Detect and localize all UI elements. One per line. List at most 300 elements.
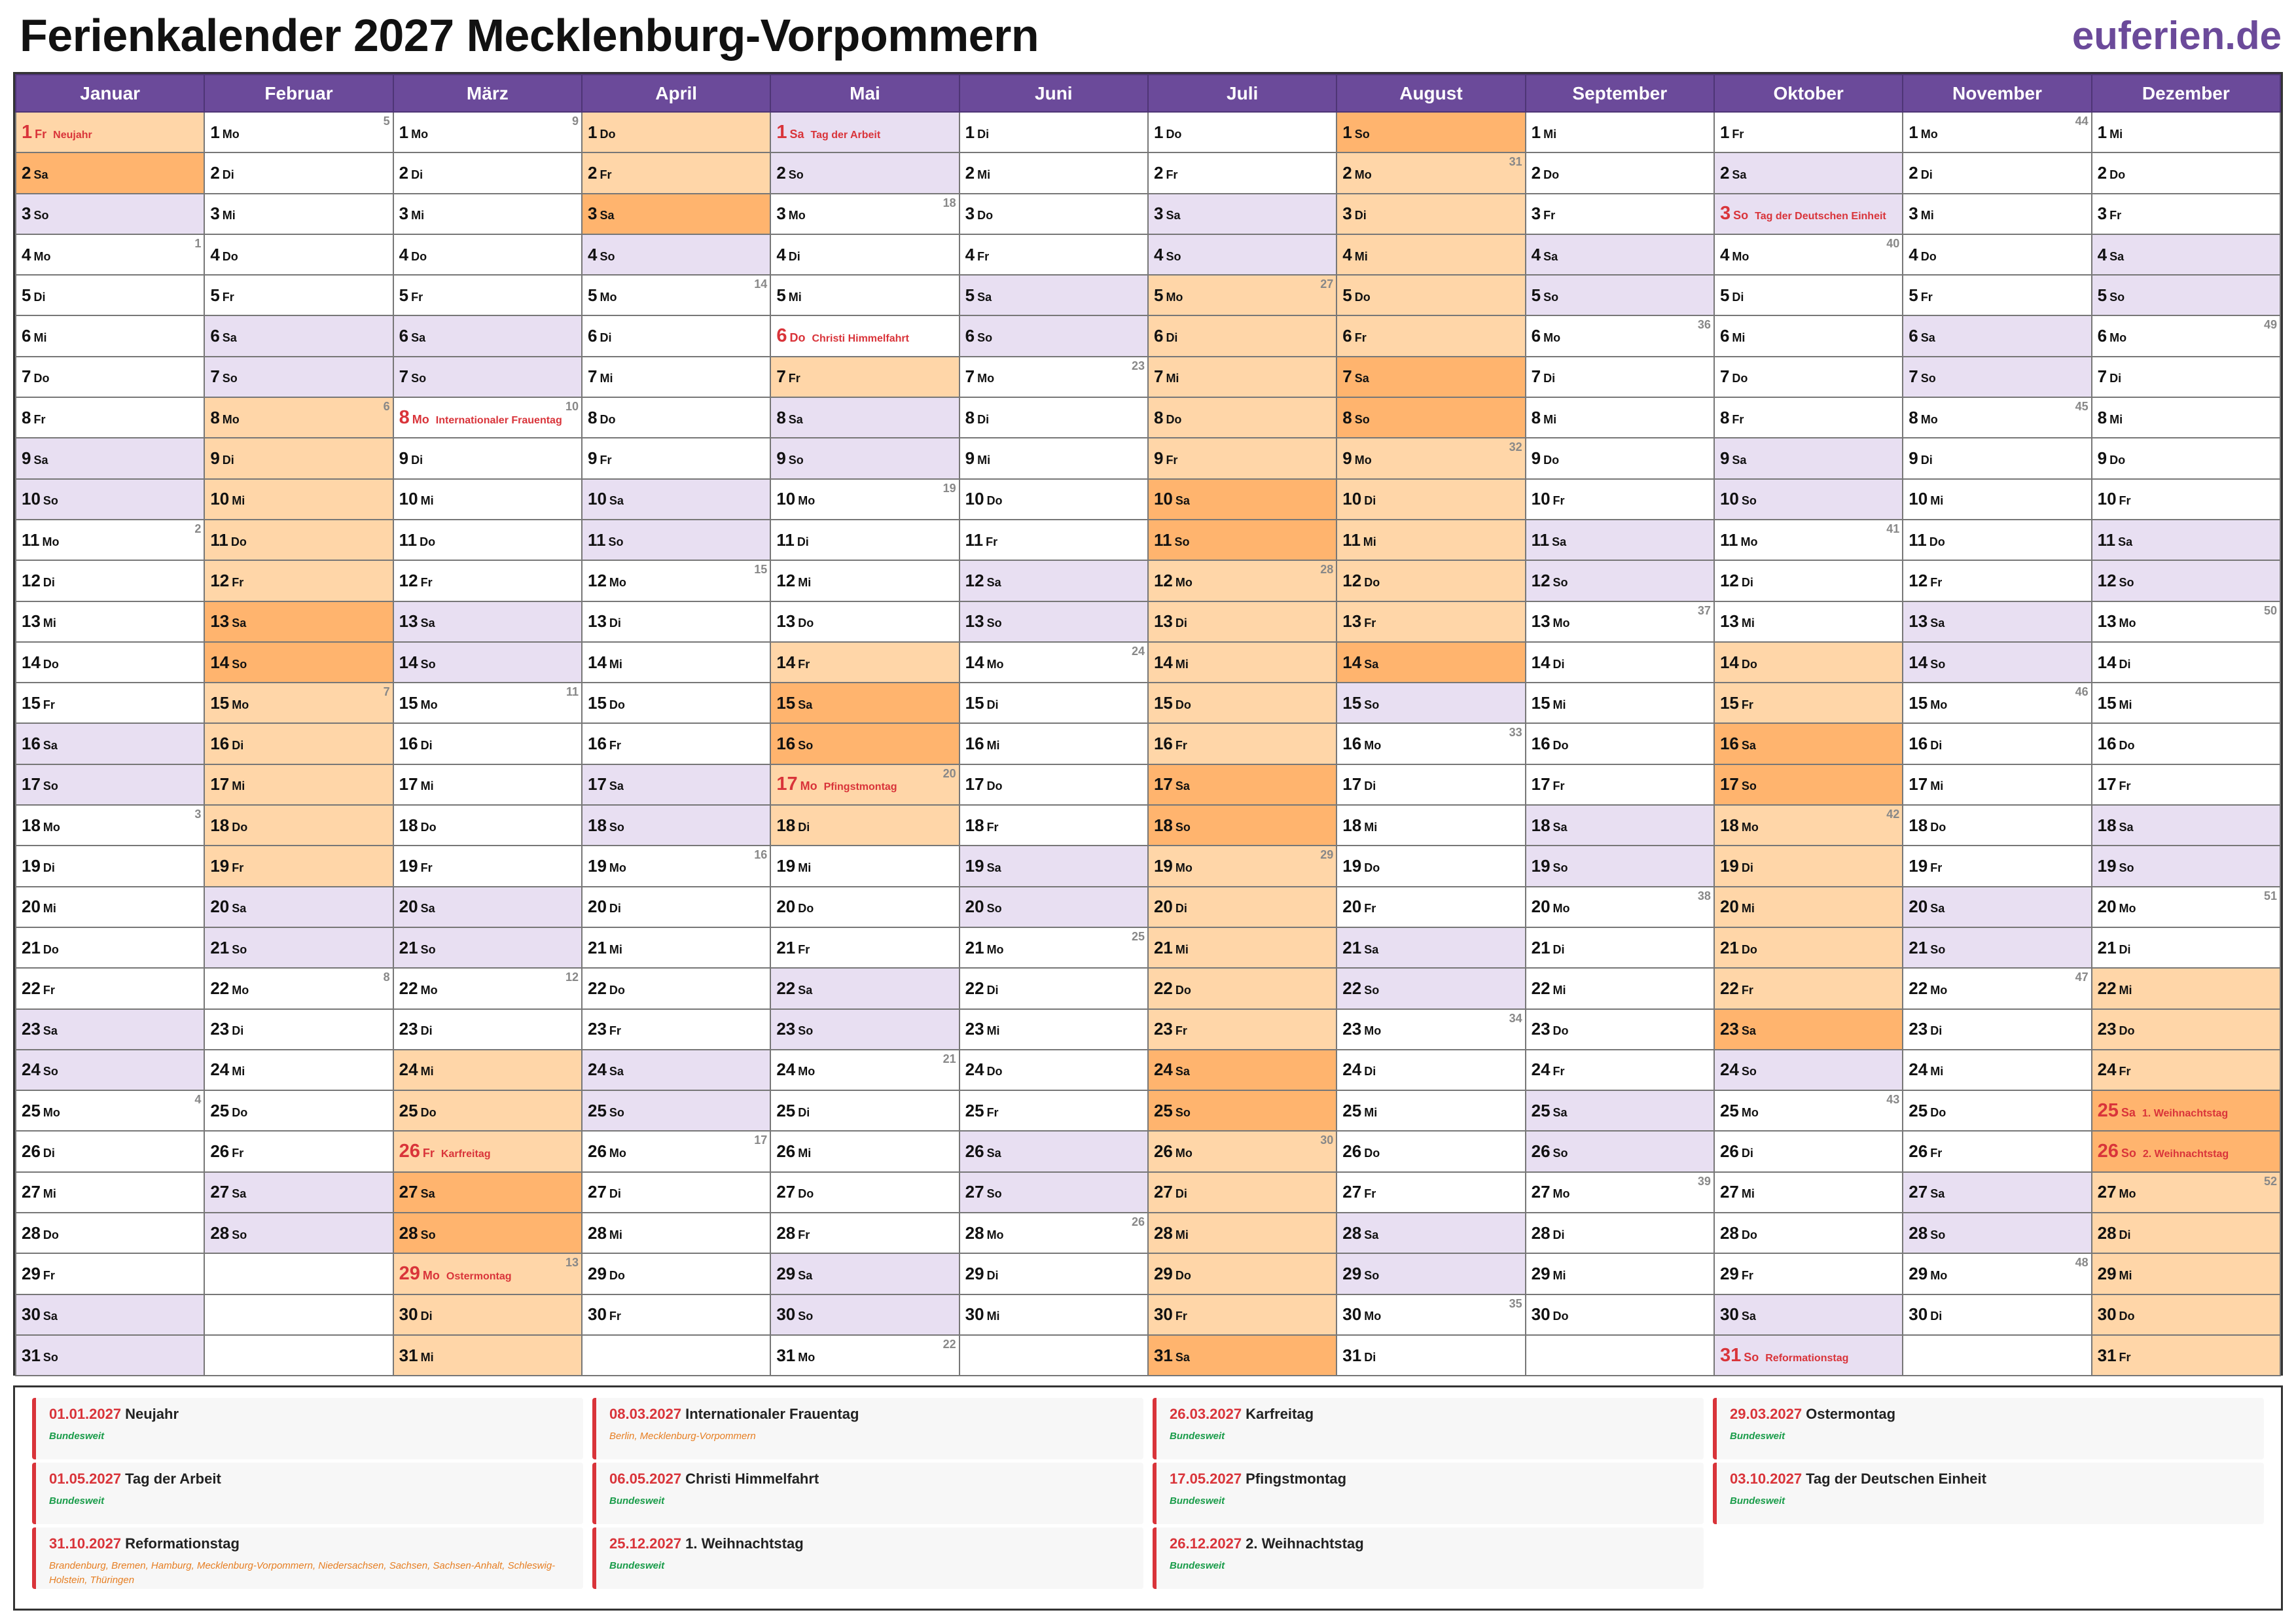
day-cell[interactable] xyxy=(1526,357,1714,397)
day-cell[interactable] xyxy=(1148,1294,1336,1335)
day-cell[interactable] xyxy=(582,194,770,234)
day-cell[interactable] xyxy=(1903,275,2091,315)
day-cell[interactable] xyxy=(1526,1090,1714,1131)
day-cell[interactable] xyxy=(1526,846,1714,886)
day-cell[interactable] xyxy=(1526,764,1714,805)
day-cell[interactable] xyxy=(393,1294,582,1335)
day-cell[interactable] xyxy=(204,397,393,438)
day-cell[interactable] xyxy=(1526,152,1714,193)
day-cell[interactable] xyxy=(960,112,1148,152)
day-cell[interactable] xyxy=(960,275,1148,315)
day-cell[interactable] xyxy=(1336,1172,1525,1213)
day-cell[interactable] xyxy=(16,805,204,846)
day-cell[interactable] xyxy=(582,1172,770,1213)
day-cell[interactable] xyxy=(770,805,959,846)
day-cell[interactable] xyxy=(1148,968,1336,1008)
day-cell[interactable] xyxy=(204,683,393,723)
day-cell[interactable] xyxy=(1336,927,1525,968)
day-cell[interactable] xyxy=(1714,234,1903,275)
day-cell[interactable] xyxy=(16,560,204,601)
day-cell[interactable] xyxy=(1526,1253,1714,1294)
day-cell[interactable] xyxy=(1336,560,1525,601)
day-cell[interactable] xyxy=(393,1172,582,1213)
day-cell[interactable] xyxy=(16,479,204,520)
day-cell[interactable] xyxy=(960,642,1148,683)
day-cell[interactable] xyxy=(1903,927,2091,968)
day-cell[interactable] xyxy=(204,764,393,805)
day-cell[interactable] xyxy=(960,1253,1148,1294)
day-cell[interactable] xyxy=(582,1294,770,1335)
day-cell[interactable] xyxy=(393,1050,582,1090)
day-cell[interactable] xyxy=(582,112,770,152)
day-cell[interactable] xyxy=(1714,1050,1903,1090)
day-cell[interactable] xyxy=(393,112,582,152)
day-cell[interactable] xyxy=(2092,683,2280,723)
day-cell[interactable] xyxy=(770,357,959,397)
day-cell[interactable] xyxy=(1336,520,1525,560)
day-cell[interactable] xyxy=(582,1213,770,1253)
day-cell[interactable] xyxy=(16,397,204,438)
day-cell[interactable] xyxy=(770,112,959,152)
day-cell[interactable] xyxy=(1336,683,1525,723)
day-cell[interactable] xyxy=(16,1090,204,1131)
day-cell[interactable] xyxy=(1903,152,2091,193)
day-cell[interactable] xyxy=(1903,764,2091,805)
day-cell[interactable] xyxy=(2092,764,2280,805)
day-cell[interactable] xyxy=(1714,1131,1903,1171)
day-cell[interactable] xyxy=(2092,1009,2280,1050)
day-cell[interactable] xyxy=(1148,152,1336,193)
day-cell[interactable] xyxy=(1336,887,1525,927)
day-cell[interactable] xyxy=(1336,275,1525,315)
day-cell[interactable] xyxy=(960,805,1148,846)
day-cell[interactable] xyxy=(1148,315,1336,356)
day-cell[interactable] xyxy=(204,357,393,397)
day-cell[interactable] xyxy=(1526,805,1714,846)
day-cell[interactable] xyxy=(2092,805,2280,846)
day-cell[interactable] xyxy=(582,601,770,642)
day-cell[interactable] xyxy=(1148,683,1336,723)
day-cell[interactable] xyxy=(1714,1090,1903,1131)
day-cell[interactable] xyxy=(16,1253,204,1294)
day-cell[interactable] xyxy=(393,438,582,478)
day-cell[interactable] xyxy=(2092,1213,2280,1253)
day-cell[interactable] xyxy=(2092,723,2280,764)
day-cell[interactable] xyxy=(770,560,959,601)
day-cell[interactable] xyxy=(204,968,393,1008)
day-cell[interactable] xyxy=(16,887,204,927)
day-cell[interactable] xyxy=(1526,1050,1714,1090)
day-cell[interactable] xyxy=(16,152,204,193)
day-cell[interactable] xyxy=(393,560,582,601)
day-cell[interactable] xyxy=(1148,1090,1336,1131)
day-cell[interactable] xyxy=(960,601,1148,642)
day-cell[interactable] xyxy=(1903,601,2091,642)
day-cell[interactable] xyxy=(582,968,770,1008)
day-cell[interactable] xyxy=(960,968,1148,1008)
day-cell[interactable] xyxy=(393,152,582,193)
day-cell[interactable] xyxy=(960,1131,1148,1171)
day-cell[interactable] xyxy=(582,642,770,683)
day-cell[interactable] xyxy=(582,1253,770,1294)
day-cell[interactable] xyxy=(204,927,393,968)
day-cell[interactable] xyxy=(2092,601,2280,642)
day-cell[interactable] xyxy=(770,479,959,520)
day-cell[interactable] xyxy=(770,1172,959,1213)
day-cell[interactable] xyxy=(1526,968,1714,1008)
day-cell[interactable] xyxy=(1714,723,1903,764)
day-cell[interactable] xyxy=(2092,927,2280,968)
day-cell[interactable] xyxy=(582,683,770,723)
day-cell[interactable] xyxy=(1148,1009,1336,1050)
day-cell[interactable] xyxy=(1526,642,1714,683)
day-cell[interactable] xyxy=(1903,1172,2091,1213)
day-cell[interactable] xyxy=(1903,1294,2091,1335)
day-cell[interactable] xyxy=(960,846,1148,886)
day-cell[interactable] xyxy=(1336,234,1525,275)
day-cell[interactable] xyxy=(393,275,582,315)
day-cell[interactable] xyxy=(16,1294,204,1335)
day-cell[interactable] xyxy=(960,397,1148,438)
day-cell[interactable] xyxy=(1148,520,1336,560)
day-cell[interactable] xyxy=(582,560,770,601)
day-cell[interactable] xyxy=(770,397,959,438)
day-cell[interactable] xyxy=(2092,357,2280,397)
day-cell[interactable] xyxy=(770,683,959,723)
day-cell[interactable] xyxy=(960,887,1148,927)
day-cell[interactable] xyxy=(1336,112,1525,152)
day-cell[interactable] xyxy=(1903,315,2091,356)
day-cell[interactable] xyxy=(393,315,582,356)
day-cell[interactable] xyxy=(1714,1213,1903,1253)
day-cell[interactable] xyxy=(770,927,959,968)
day-cell[interactable] xyxy=(16,1172,204,1213)
day-cell[interactable] xyxy=(1148,438,1336,478)
day-cell[interactable] xyxy=(1526,887,1714,927)
day-cell[interactable] xyxy=(393,520,582,560)
day-cell[interactable] xyxy=(582,723,770,764)
day-cell[interactable] xyxy=(393,397,582,438)
day-cell[interactable] xyxy=(1148,112,1336,152)
day-cell[interactable] xyxy=(1148,479,1336,520)
day-cell[interactable] xyxy=(582,438,770,478)
day-cell[interactable] xyxy=(1148,846,1336,886)
day-cell[interactable] xyxy=(1336,1253,1525,1294)
day-cell[interactable] xyxy=(16,1335,204,1376)
day-cell[interactable] xyxy=(393,683,582,723)
day-cell[interactable] xyxy=(770,642,959,683)
day-cell[interactable] xyxy=(1526,1294,1714,1335)
day-cell[interactable] xyxy=(204,1090,393,1131)
day-cell[interactable] xyxy=(1526,479,1714,520)
day-cell[interactable] xyxy=(582,275,770,315)
day-cell[interactable] xyxy=(1714,1172,1903,1213)
day-cell[interactable] xyxy=(16,601,204,642)
day-cell[interactable] xyxy=(1903,1213,2091,1253)
day-cell[interactable] xyxy=(1336,764,1525,805)
day-cell[interactable] xyxy=(960,1009,1148,1050)
day-cell[interactable] xyxy=(1336,1009,1525,1050)
day-cell[interactable] xyxy=(1336,1090,1525,1131)
day-cell[interactable] xyxy=(770,1294,959,1335)
day-cell[interactable] xyxy=(1336,1294,1525,1335)
day-cell[interactable] xyxy=(16,234,204,275)
day-cell[interactable] xyxy=(16,438,204,478)
day-cell[interactable] xyxy=(204,1131,393,1171)
day-cell[interactable] xyxy=(582,1090,770,1131)
day-cell[interactable] xyxy=(960,1050,1148,1090)
day-cell[interactable] xyxy=(1336,152,1525,193)
day-cell[interactable] xyxy=(1526,315,1714,356)
day-cell[interactable] xyxy=(960,194,1148,234)
day-cell[interactable] xyxy=(393,642,582,683)
day-cell[interactable] xyxy=(393,1335,582,1376)
day-cell[interactable] xyxy=(204,887,393,927)
day-cell[interactable] xyxy=(1903,194,2091,234)
day-cell[interactable] xyxy=(770,1131,959,1171)
day-cell[interactable] xyxy=(1714,560,1903,601)
day-cell[interactable] xyxy=(393,1090,582,1131)
day-cell[interactable] xyxy=(1714,968,1903,1008)
day-cell[interactable] xyxy=(204,601,393,642)
day-cell[interactable] xyxy=(393,601,582,642)
day-cell[interactable] xyxy=(1903,112,2091,152)
day-cell[interactable] xyxy=(393,357,582,397)
day-cell[interactable] xyxy=(1903,642,2091,683)
day-cell[interactable] xyxy=(960,479,1148,520)
day-cell[interactable] xyxy=(2092,194,2280,234)
day-cell[interactable] xyxy=(204,642,393,683)
day-cell[interactable] xyxy=(582,520,770,560)
day-cell[interactable] xyxy=(960,1294,1148,1335)
day-cell[interactable] xyxy=(582,315,770,356)
day-cell[interactable] xyxy=(204,1009,393,1050)
day-cell[interactable] xyxy=(1336,723,1525,764)
day-cell[interactable] xyxy=(393,1253,582,1294)
day-cell[interactable] xyxy=(2092,887,2280,927)
day-cell[interactable] xyxy=(1903,479,2091,520)
day-cell[interactable] xyxy=(2092,479,2280,520)
day-cell[interactable] xyxy=(16,723,204,764)
day-cell[interactable] xyxy=(582,764,770,805)
brand-logo[interactable]: euferien.de xyxy=(2072,14,2282,58)
day-cell[interactable] xyxy=(1714,764,1903,805)
day-cell[interactable] xyxy=(16,1050,204,1090)
day-cell[interactable] xyxy=(1714,642,1903,683)
day-cell[interactable] xyxy=(960,234,1148,275)
day-cell[interactable] xyxy=(1336,1213,1525,1253)
day-cell[interactable] xyxy=(582,927,770,968)
day-cell[interactable] xyxy=(393,1213,582,1253)
day-cell[interactable] xyxy=(2092,1050,2280,1090)
day-cell[interactable] xyxy=(16,846,204,886)
day-cell[interactable] xyxy=(2092,1294,2280,1335)
day-cell[interactable] xyxy=(1903,968,2091,1008)
day-cell[interactable] xyxy=(1714,152,1903,193)
day-cell[interactable] xyxy=(1714,520,1903,560)
day-cell[interactable] xyxy=(770,194,959,234)
day-cell[interactable] xyxy=(1526,560,1714,601)
day-cell[interactable] xyxy=(2092,560,2280,601)
day-cell[interactable] xyxy=(1714,1294,1903,1335)
day-cell[interactable] xyxy=(1148,723,1336,764)
day-cell[interactable] xyxy=(770,887,959,927)
day-cell[interactable] xyxy=(1148,1131,1336,1171)
day-cell[interactable] xyxy=(393,927,582,968)
day-cell[interactable] xyxy=(770,723,959,764)
day-cell[interactable] xyxy=(1148,601,1336,642)
day-cell[interactable] xyxy=(1903,805,2091,846)
day-cell[interactable] xyxy=(960,723,1148,764)
day-cell[interactable] xyxy=(2092,1131,2280,1171)
day-cell[interactable] xyxy=(2092,1090,2280,1131)
day-cell[interactable] xyxy=(1903,438,2091,478)
day-cell[interactable] xyxy=(1526,1009,1714,1050)
day-cell[interactable] xyxy=(1148,927,1336,968)
day-cell[interactable] xyxy=(1903,1090,2091,1131)
day-cell[interactable] xyxy=(1714,683,1903,723)
day-cell[interactable] xyxy=(204,1050,393,1090)
day-cell[interactable] xyxy=(1714,927,1903,968)
day-cell[interactable] xyxy=(960,1213,1148,1253)
day-cell[interactable] xyxy=(2092,968,2280,1008)
day-cell[interactable] xyxy=(770,234,959,275)
day-cell[interactable] xyxy=(960,560,1148,601)
day-cell[interactable] xyxy=(2092,112,2280,152)
day-cell[interactable] xyxy=(16,357,204,397)
day-cell[interactable] xyxy=(204,112,393,152)
day-cell[interactable] xyxy=(1148,1335,1336,1376)
day-cell[interactable] xyxy=(770,1335,959,1376)
day-cell[interactable] xyxy=(1903,357,2091,397)
day-cell[interactable] xyxy=(1526,601,1714,642)
day-cell[interactable] xyxy=(204,1213,393,1253)
day-cell[interactable] xyxy=(1714,1253,1903,1294)
day-cell[interactable] xyxy=(1714,315,1903,356)
day-cell[interactable] xyxy=(1336,397,1525,438)
day-cell[interactable] xyxy=(204,805,393,846)
day-cell[interactable] xyxy=(582,805,770,846)
day-cell[interactable] xyxy=(770,968,959,1008)
day-cell[interactable] xyxy=(16,1213,204,1253)
day-cell[interactable] xyxy=(582,357,770,397)
day-cell[interactable] xyxy=(1526,112,1714,152)
day-cell[interactable] xyxy=(204,479,393,520)
day-cell[interactable] xyxy=(770,764,959,805)
day-cell[interactable] xyxy=(1336,438,1525,478)
day-cell[interactable] xyxy=(582,1131,770,1171)
day-cell[interactable] xyxy=(1526,520,1714,560)
day-cell[interactable] xyxy=(770,152,959,193)
day-cell[interactable] xyxy=(16,315,204,356)
day-cell[interactable] xyxy=(1714,805,1903,846)
day-cell[interactable] xyxy=(1714,846,1903,886)
day-cell[interactable] xyxy=(960,683,1148,723)
day-cell[interactable] xyxy=(770,1213,959,1253)
day-cell[interactable] xyxy=(1903,846,2091,886)
day-cell[interactable] xyxy=(393,1131,582,1171)
day-cell[interactable] xyxy=(960,520,1148,560)
day-cell[interactable] xyxy=(2092,275,2280,315)
day-cell[interactable] xyxy=(2092,642,2280,683)
day-cell[interactable] xyxy=(1903,723,2091,764)
day-cell[interactable] xyxy=(582,234,770,275)
day-cell[interactable] xyxy=(1903,520,2091,560)
day-cell[interactable] xyxy=(1903,397,2091,438)
day-cell[interactable] xyxy=(582,1050,770,1090)
day-cell[interactable] xyxy=(1714,397,1903,438)
day-cell[interactable] xyxy=(2092,234,2280,275)
day-cell[interactable] xyxy=(1336,357,1525,397)
day-cell[interactable] xyxy=(16,642,204,683)
day-cell[interactable] xyxy=(1336,315,1525,356)
day-cell[interactable] xyxy=(960,315,1148,356)
day-cell[interactable] xyxy=(393,887,582,927)
day-cell[interactable] xyxy=(16,927,204,968)
day-cell[interactable] xyxy=(770,520,959,560)
day-cell[interactable] xyxy=(770,1009,959,1050)
day-cell[interactable] xyxy=(1148,1253,1336,1294)
day-cell[interactable] xyxy=(1336,1335,1525,1376)
day-cell[interactable] xyxy=(960,357,1148,397)
day-cell[interactable] xyxy=(204,152,393,193)
day-cell[interactable] xyxy=(1714,479,1903,520)
day-cell[interactable] xyxy=(1714,275,1903,315)
day-cell[interactable] xyxy=(582,397,770,438)
day-cell[interactable] xyxy=(204,560,393,601)
day-cell[interactable] xyxy=(960,1172,1148,1213)
day-cell[interactable] xyxy=(1903,887,2091,927)
day-cell[interactable] xyxy=(1714,357,1903,397)
day-cell[interactable] xyxy=(16,275,204,315)
day-cell[interactable] xyxy=(1148,887,1336,927)
day-cell[interactable] xyxy=(770,1253,959,1294)
day-cell[interactable] xyxy=(16,764,204,805)
day-cell[interactable] xyxy=(1903,560,2091,601)
day-cell[interactable] xyxy=(770,601,959,642)
day-cell[interactable] xyxy=(1526,397,1714,438)
day-cell[interactable] xyxy=(1526,275,1714,315)
day-cell[interactable] xyxy=(960,438,1148,478)
day-cell[interactable] xyxy=(204,234,393,275)
day-cell[interactable] xyxy=(2092,315,2280,356)
day-cell[interactable] xyxy=(1336,642,1525,683)
day-cell[interactable] xyxy=(1903,683,2091,723)
day-cell[interactable] xyxy=(1526,927,1714,968)
day-cell[interactable] xyxy=(2092,1172,2280,1213)
day-cell[interactable] xyxy=(1526,1213,1714,1253)
day-cell[interactable] xyxy=(393,1009,582,1050)
day-cell[interactable] xyxy=(1526,723,1714,764)
day-cell[interactable] xyxy=(16,112,204,152)
day-cell[interactable] xyxy=(1336,479,1525,520)
day-cell[interactable] xyxy=(1336,1050,1525,1090)
day-cell[interactable] xyxy=(393,968,582,1008)
day-cell[interactable] xyxy=(2092,846,2280,886)
day-cell[interactable] xyxy=(1336,805,1525,846)
day-cell[interactable] xyxy=(1526,1131,1714,1171)
day-cell[interactable] xyxy=(582,846,770,886)
day-cell[interactable] xyxy=(582,152,770,193)
day-cell[interactable] xyxy=(582,1009,770,1050)
day-cell[interactable] xyxy=(1714,112,1903,152)
day-cell[interactable] xyxy=(393,479,582,520)
day-cell[interactable] xyxy=(16,683,204,723)
day-cell[interactable] xyxy=(393,805,582,846)
day-cell[interactable] xyxy=(1336,846,1525,886)
day-cell[interactable] xyxy=(960,1090,1148,1131)
day-cell[interactable] xyxy=(1148,1050,1336,1090)
